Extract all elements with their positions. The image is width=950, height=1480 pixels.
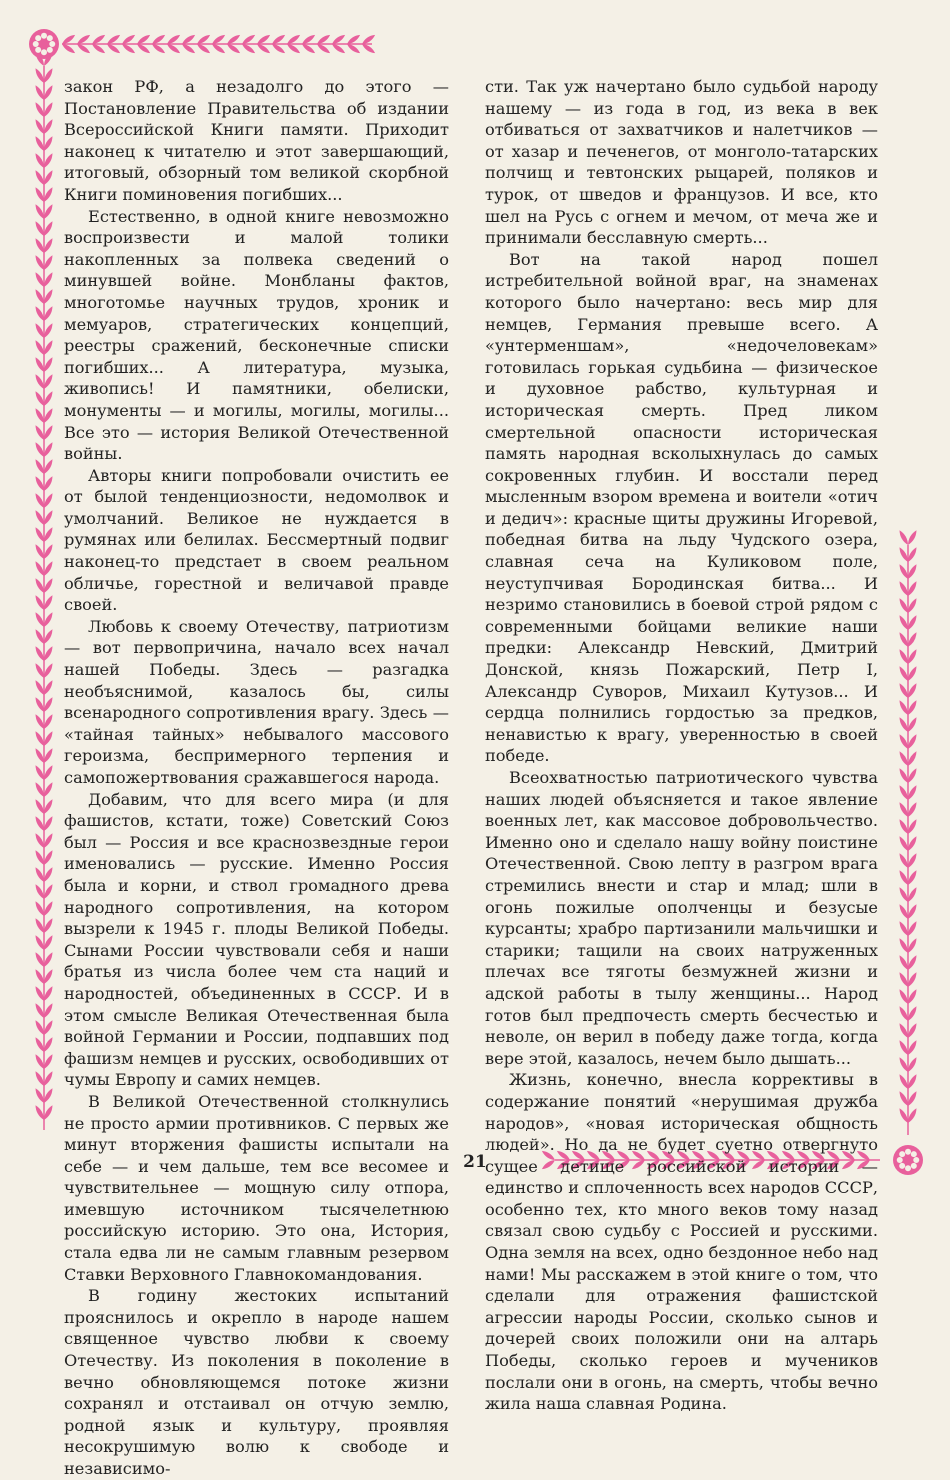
rosette-petal (47, 35, 53, 41)
rosette-petal (35, 35, 41, 41)
rosette-petal (35, 47, 41, 53)
paragraph: В годину жестоких испытаний прояснилось и окрепло в народе нашем священное чувство любви к своему Отечеству. Из поколения в поколение в вечно обновляющемся потоке жизни сохранял и отстаивал он отчую землю, родной язык и культуру, проявляя несокрушимую волю к свободе и независимо- (64, 1286, 449, 1478)
left-garland (34, 50, 55, 1130)
paragraph: закон РФ, а незадолго до этого — Постановление Правительства об издании Всероссийской Книги памяти. Приходит наконец к читателю и этот завершающий, итоговый, обзорный том великой скорбной Книги поминовения погибших... (64, 77, 449, 204)
right-garland (898, 529, 919, 1135)
paragraph: В Великой Отечественной столкнулись не просто армии противников. С первых же минут вторжения фашисты испытали на себе — и чем дальше, тем все весомее и чувствительнее — мощную силу отпора, имевшую источником тысячелетнюю российскую историю. Это она, История, стала едва ли не самым главным резервом Ставки Верховного Главнокомандования. (64, 1091, 449, 1284)
paragraph: Добавим, что для всего мира (и для фашистов, кстати, тоже) Советский Союз был — Россия и все краснозвездные герои именовались — русские. Именно Россия была и корни, и ствол громадного древа народного сопротивления, на котором вызрели к 1945 г. плоды Великой Победы. Сынами России чувствовали себя и наши братья из числа более чем ста наций и народностей, объединенных в СССР. И в этом смысле Великая Отечественная была войной Германии и России, подпавших под фашизм немцев и русских, освободивших от чумы Европу и самих немцев. (64, 789, 449, 1090)
left-column (64, 76, 449, 1480)
paragraph: Любовь к своему Отечеству, патриотизм — вот первопричина, начало всех начал нашей Победы. Здесь — разгадка необъяснимой, казалось бы, силы всенародного сопротивления врагу. Здесь — «тайная тайных» небывалого массового героизма, беспримерного терпения и самопожертвования сражавшегося народа. (64, 616, 449, 787)
rosette-petal (33, 41, 39, 47)
rosette-petal (41, 33, 47, 39)
paragraph: Жизнь, конечно, внесла коррективы в содержание понятий «нерушимая дружба народов», «новая историческая общность людей». Но да не будет суетно отвергнуто сущее детище российской истории — единство и сплоченность всех народов СССР, особенно тех, кто много веков тому назад связал свою судьбу с Россией и русскими. Одна земля на всех, одно бездонное небо над нами! Мы расскажем в этой книге о том, что сделали для отражения фашистской агрессии народы России, сколько сынов и дочерей своих положили они на алтарь Победы, сколько героев и мучеников послали они в огонь, на смерть, чтобы вечно жила наша славная Родина. (485, 1070, 878, 1414)
rosette-petal (41, 49, 47, 55)
paragraph: Естественно, в одной книге невозможно воспроизвести и малой толики накопленных за полвека сведений о минувшей войне. Монбланы фактов, многотомье научных трудов, хроник и мемуаров, стратегических концепций, реестры сражений, бесконечные списки погибших... А литература, музыка, живопись! И памятники, обелиски, монументы — и могилы, могилы, могилы... Все это — история Великой Отечественной войны. (64, 206, 449, 464)
leaf-shape (898, 529, 910, 546)
rosette-petal (47, 47, 53, 53)
leaf-shape (906, 529, 918, 546)
paragraph: Всеохватностью патриотического чувства наших людей объясняется и такое явление военных лет, как массовое добровольчество. Именно оно и сделало нашу войну поистине Отечественной. Свою лепту в разгром врага стремились внести и стар и млад; шли в огонь пожилые ополченцы и безусые курсанты; храбро партизанили мальчишки и старики; тащили на своих натруженных плечах все тяготы безмужней жизни и адской работы в тылу женщины... Народ готов был предпочесть смерть бесчестью и неволе, он верил в победу даже тогда, когда вере этой, казалось, нечем было дышать... (485, 768, 878, 1068)
paragraph: сти. Так уж начертано было судьбой народу нашему — из года в год, из века в век отбиваться от захватчиков и налетчиков — от хазар и печенегов, от монголо-татарских полчищ и тевтонских рыцарей, поляков и турок, от шведов и французов. И все, кто шел на Русь с огнем и мечом, от меча же и принимали бесславную смерть... (485, 77, 878, 248)
rosette-petal (49, 41, 55, 47)
paragraph: Вот на такой народ пошел истребительной войной враг, на знаменах которого было начертано: весь мир для немцев, Германия превыше всего. А «унтерменшам», «недочеловекам» готовилась горькая судьбина — физическое и духовное рабство, культурная и историческая смерть. Пред ликом смертельной опасности историческая память народная всколыхнулась до самых сокровенных глубин. И восстали перед мысленным взором времена и воители «отич и дедич»: красные щиты дружины Игоревой, победная битва на льду Чудского озера, славная сеча на Куликовом поле, неуступчивая Бородинская битва... И незримо становились в боевой строй рядом с современными бойцами великие наши предки: Александр Невский, Дмитрий Донской, князь Пожарский, Петр I, Александр Суворов, Михаил Кутузов... И сердца полнились гордостью за предков, ненавистью к врагу, уверенностью в своей победе. (485, 249, 878, 766)
top-garland (61, 33, 377, 55)
paragraph: Авторы книги попробовали очистить ее от былой тенденциозности, недомолвок и умолчаний. Великое не нуждается в румянах или белилах. Бессмертный подвиг наконец-то предстает в своем реальном обличье, горестной и величавой правде своей. (64, 465, 449, 615)
page-number: 21 (463, 1152, 487, 1172)
